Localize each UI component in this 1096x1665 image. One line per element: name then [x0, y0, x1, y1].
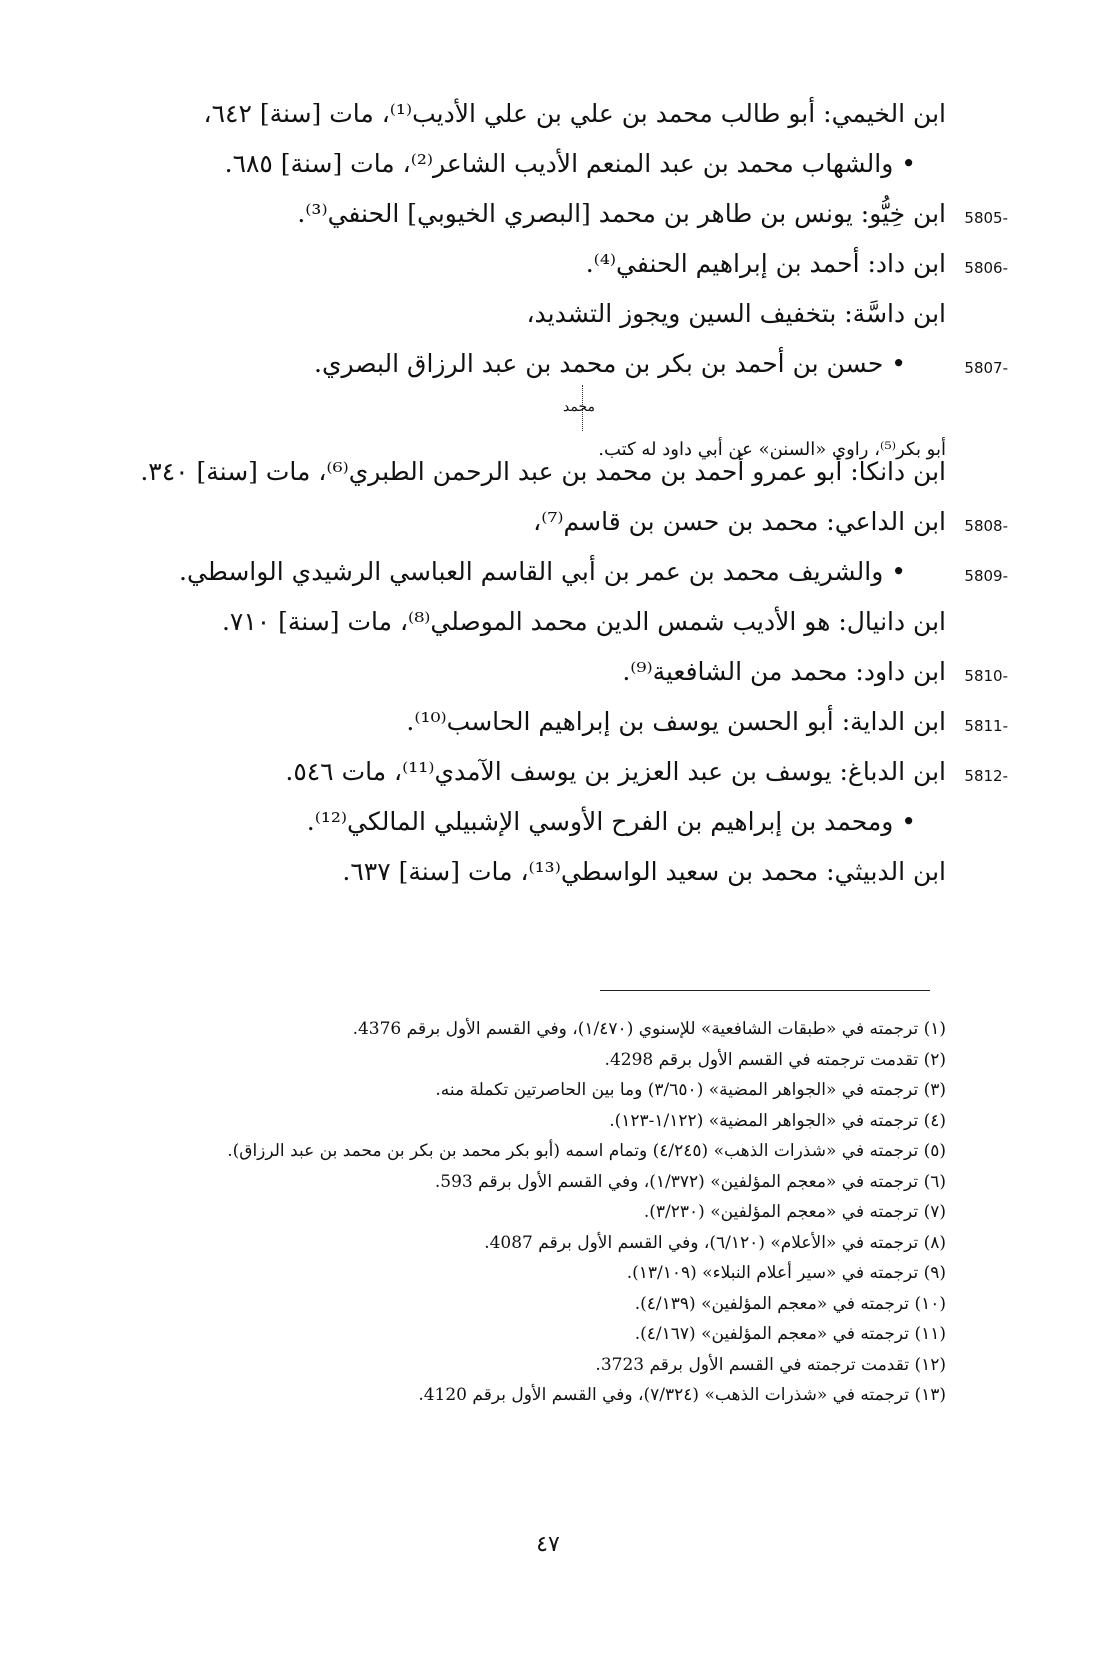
entry-text: ابن داد: أحمد بن إبراهيم الحنفي⁽⁴⁾.	[585, 249, 946, 278]
entry-line	[533, 504, 1008, 540]
entry-text: • والشريف محمد بن عمر بن أبي القاسم العباسي الرشيدي الواسطي.	[179, 557, 906, 586]
entry-line	[225, 146, 916, 182]
tree-caption: أبو بكر⁽⁵⁾، راوي «السنن» عن أبي داود له كتب.	[598, 439, 946, 460]
footnote: (١٢) تقدمت ترجمته في القسم الأول برقم 3723.	[595, 1354, 946, 1375]
entry-text: • حسن بن أحمد بن بكر بن محمد بن عبد الرزاق البصري.	[314, 349, 906, 378]
entry-line	[285, 754, 1008, 790]
entry-line	[307, 804, 916, 840]
entry-line	[622, 654, 1008, 690]
entry-number: 5805-	[964, 209, 1008, 227]
entry-line	[297, 196, 1008, 232]
entry-line	[222, 604, 946, 640]
entry-line	[342, 854, 946, 890]
entry-line	[204, 96, 946, 132]
entry-number: 5806-	[964, 259, 1008, 277]
entry-number: 5811-	[964, 717, 1008, 735]
entry-line	[314, 346, 1008, 382]
page-number: ٤٧	[536, 1532, 560, 1557]
entry-number: 5810-	[964, 667, 1008, 685]
entry-text: ابن دانيال: هو الأديب شمس الدين محمد الموصلي⁽⁸⁾، مات [سنة] ٧١٠.	[221, 607, 946, 636]
entry-text: ابن داود: محمد من الشافعية⁽⁹⁾.	[622, 657, 946, 686]
entry-text: ابن الدبيثي: محمد بن سعيد الواسطي⁽¹³⁾، مات [سنة] ٦٣٧.	[342, 857, 946, 886]
entry-number: 5807-	[964, 359, 1008, 377]
footnote: (١) ترجمته في «طبقات الشافعية» للإسنوي (١/٤٧٠)، وفي القسم الأول برقم 4376.	[352, 1019, 946, 1039]
footnote: (١٣) ترجمته في «شذرات الذهب» (٧/٣٢٤)، وفي القسم الأول برقم 4120.	[418, 1385, 946, 1405]
footnote: (٦) ترجمته في «معجم المؤلفين» (١/٣٧٢)، وفي القسم الأول برقم 593.	[434, 1171, 946, 1192]
tree-name: محمد	[563, 399, 595, 415]
entry-line	[526, 296, 946, 332]
footnote: (٩) ترجمته في «سير أعلام النبلاء» (١٣/١٠٩).	[626, 1263, 946, 1283]
footnote: (١١) ترجمته في «معجم المؤلفين» (٤/١٦٧).	[634, 1324, 946, 1344]
entry-line	[406, 704, 1008, 740]
footnote-divider	[600, 990, 930, 991]
entry-number: 5808-	[964, 517, 1008, 535]
entry-text: ابن الدباغ: يوسف بن عبد العزيز بن يوسف الآمدي⁽¹¹⁾، مات ٥٤٦.	[285, 757, 946, 786]
entry-number: 5809-	[964, 567, 1008, 585]
footnote: (٤) ترجمته في «الجواهر المضية» (١/١٢٢-١٢٣).	[609, 1110, 946, 1131]
footnote: (٧) ترجمته في «معجم المؤلفين» (٣/٢٣٠).	[643, 1202, 946, 1222]
footnote: (٢) تقدمت ترجمته في القسم الأول برقم 4298.	[604, 1049, 946, 1070]
entry-text: • ومحمد بن إبراهيم بن الفرح الأوسي الإشبيلي المالكي⁽¹²⁾.	[306, 807, 916, 836]
entry-text: • والشهاب محمد بن عبد المنعم الأديب الشاعر⁽²⁾، مات [سنة] ٦٨٥.	[224, 149, 916, 178]
footnote: (٨) ترجمته في «الأعلام» (٦/١٢٠)، وفي القسم الأول برقم 4087.	[484, 1232, 946, 1253]
entry-text: ابن الخيمي: أبو طالب محمد بن علي بن علي الأديب⁽¹⁾، مات [سنة] ٦٤٢،	[203, 99, 946, 128]
entry-text: ابن خِيُّو: يونس بن طاهر بن محمد [البصري الخيوبي] الحنفي⁽³⁾.	[297, 199, 946, 228]
entry-line	[179, 554, 1008, 590]
entry-number: 5812-	[964, 767, 1008, 785]
footnote: (٥) ترجمته في «شذرات الذهب» (٤/٢٤٥) وتمام اسمه (أبو بكر محمد بن بكر بن محمد بن عبد الرزاق).	[227, 1141, 946, 1161]
entry-text: ابن الداعي: محمد بن حسن بن قاسم⁽⁷⁾،	[533, 507, 946, 536]
footnote: (١٠) ترجمته في «معجم المؤلفين» (٤/١٣٩).	[634, 1293, 946, 1314]
entry-text: ابن داسَّة: بتخفيف السين ويجوز التشديد،	[526, 299, 946, 328]
entry-line	[585, 246, 1008, 282]
footnote: (٣) ترجمته في «الجواهر المضية» (٣/٦٥٠) وما بين الحاصرتين تكملة منه.	[435, 1080, 946, 1100]
entry-text: ابن دانكا: أبو عمرو أحمد بن محمد بن عبد الرحمن الطبري⁽⁶⁾، مات [سنة] ٣٤٠.	[140, 457, 946, 486]
entry-text: ابن الداية: أبو الحسن يوسف بن إبراهيم الحاسب⁽¹⁰⁾.	[406, 707, 946, 736]
